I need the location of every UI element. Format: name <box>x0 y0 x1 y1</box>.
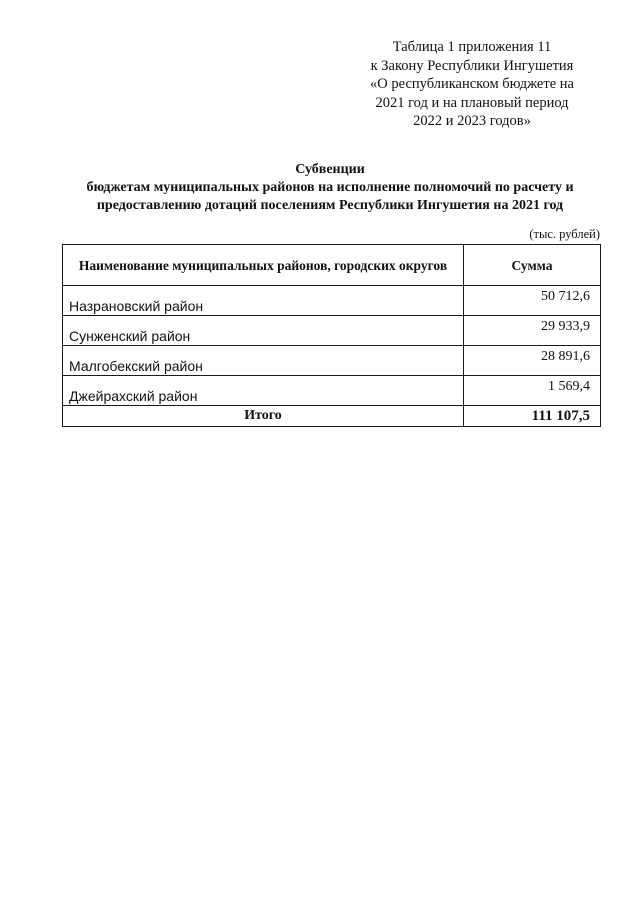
district-amount: 50 712,6 <box>464 286 601 316</box>
district-amount: 28 891,6 <box>464 346 601 376</box>
header-amount: Сумма <box>464 245 601 286</box>
total-amount: 111 107,5 <box>464 406 601 427</box>
district-amount: 29 933,9 <box>464 316 601 346</box>
units-label: (тыс. рублей) <box>529 227 600 241</box>
district-name: Джейрахский район <box>63 376 464 406</box>
appendix-line: «О республиканском бюджете на <box>370 76 574 92</box>
table-row <box>63 346 601 376</box>
district-name: Назрановский район <box>63 286 464 316</box>
table-row <box>63 376 601 406</box>
table-row <box>63 286 601 316</box>
district-name: Сунженский район <box>63 316 464 346</box>
district-amount: 1 569,4 <box>464 376 601 406</box>
title-line: предоставлению дотаций поселениям Республики Ингушетия на 2021 год <box>96 198 564 213</box>
table-header-row <box>63 245 601 286</box>
table-total-row <box>63 406 601 427</box>
appendix-line: к Закону Республики Ингушетия <box>370 57 574 74</box>
table-row <box>63 316 601 346</box>
title-line: Субвенции <box>295 162 365 177</box>
appendix-line: Таблица 1 приложения 11 <box>392 39 552 55</box>
header-name: Наименование муниципальных районов, городских округов <box>63 245 464 286</box>
appendix-line: 2021 год и на плановый период <box>375 94 569 111</box>
subvention-table <box>62 244 601 427</box>
district-name: Малгобекский район <box>63 346 464 376</box>
appendix-reference <box>352 38 592 131</box>
title-line: бюджетам муниципальных районов на исполнение полномочий по расчету и <box>86 180 574 195</box>
appendix-line: 2022 и 2023 годов» <box>413 113 531 129</box>
total-label: Итого <box>63 406 464 427</box>
document-title <box>40 161 620 215</box>
